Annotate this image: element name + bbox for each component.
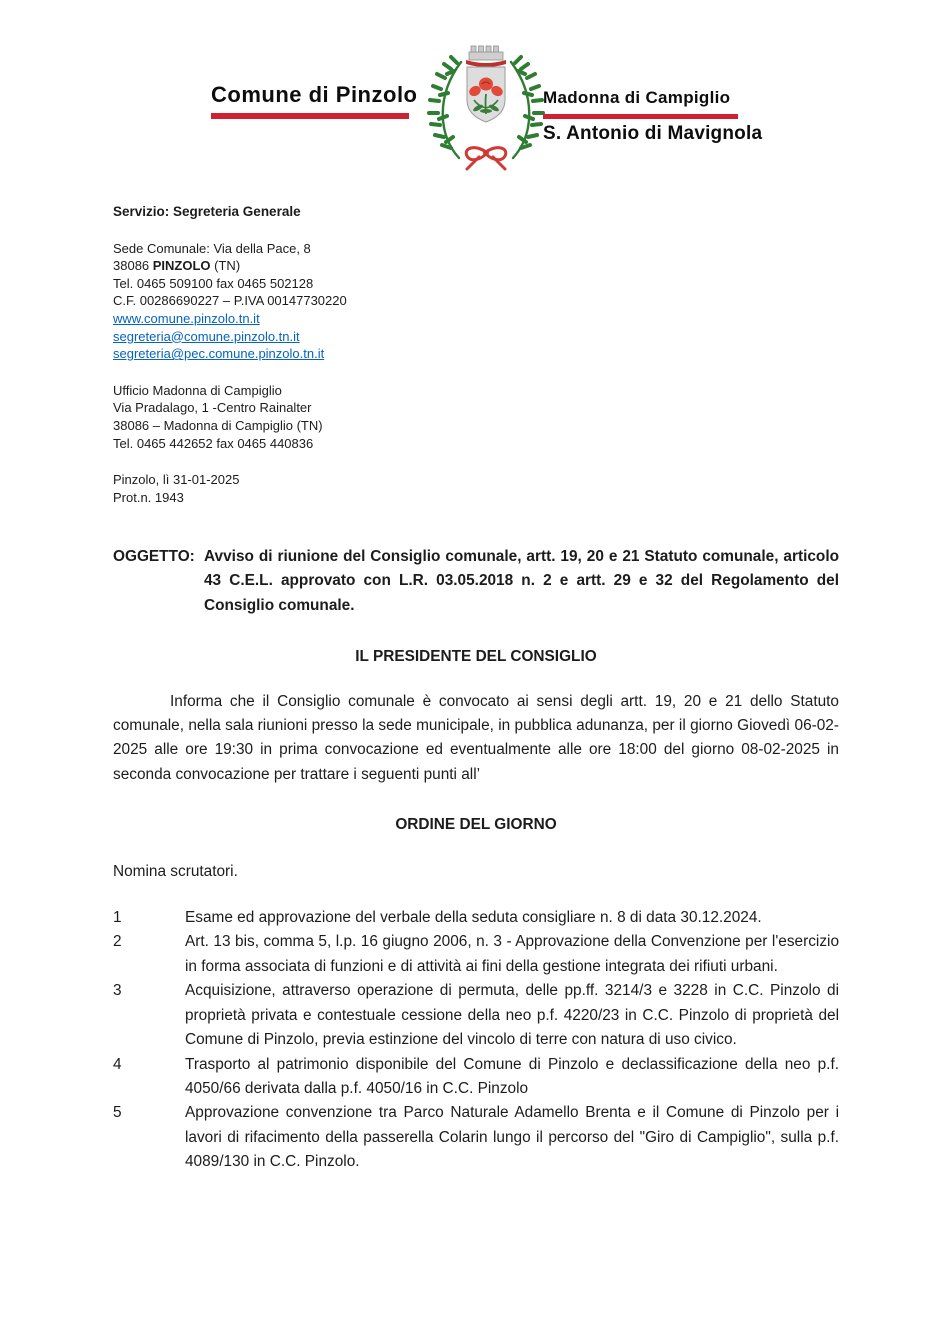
agenda-item bbox=[113, 1101, 839, 1174]
seat-phone-line: Tel. 0465 509100 fax 0465 502128 bbox=[113, 275, 314, 291]
seat-city-line: 38086 PINZOLO (TN) bbox=[113, 258, 241, 274]
agenda-item-text: Trasporto al patrimonio disponibile del Comune di Pinzolo e declassificazione della neo p.f. 4050/66 derivata dalla p.f. 4050/16 in C.C. Pinzolo bbox=[185, 1055, 839, 1097]
president-heading: IL PRESIDENTE DEL CONSIGLIO bbox=[355, 648, 597, 666]
agenda-item-text: Art. 13 bis, comma 5, l.p. 16 giugno 2006, n. 3 - Approvazione della Convenzione per l'esercizio in forma associata di funzioni e di attività ai fini della gestione integrata dei rifiuti urbani. bbox=[185, 933, 839, 975]
seat-address-line: Sede Comunale: Via della Pace, 8 bbox=[113, 240, 311, 256]
agenda-item-text: Esame ed approvazione del verbale della seduta consigliare n. 8 di data 30.12.2024. bbox=[185, 909, 762, 927]
office-line: 38086 – Madonna di Campiglio (TN) bbox=[113, 417, 323, 433]
seat-fiscal-line: C.F. 00286690227 – P.IVA 00147730220 bbox=[113, 293, 347, 309]
agenda-item-number: 5 bbox=[113, 1104, 122, 1122]
website-link[interactable]: www.comune.pinzolo.tn.it bbox=[113, 310, 260, 326]
red-divider-right bbox=[543, 114, 738, 119]
letterhead-info bbox=[113, 203, 443, 506]
agenda-item-number: 3 bbox=[113, 982, 122, 1000]
office-line: Ufficio Madonna di Campiglio bbox=[113, 382, 282, 398]
agenda-item bbox=[113, 906, 839, 930]
agenda-item-number: 2 bbox=[113, 933, 122, 951]
office-line: Tel. 0465 442652 fax 0465 440836 bbox=[113, 435, 314, 451]
agenda-item-text: Approvazione convenzione tra Parco Naturale Adamello Brenta e il Comune di Pinzolo per i lavori di rifacimento della passerella Colarin lungo il percorso del "Giro di Campiglio", sulla p.f. 4089/130 in C.C. Pinzolo. bbox=[185, 1104, 839, 1171]
subject-text: Avviso di riunione del Consiglio comunale, artt. 19, 20 e 21 Statuto comunale, articolo 43 C.E.L. approvato con L.R. 03.05.2018 n. 2 e artt. 29 e 32 del Regolamento del Consiglio comunale. bbox=[204, 548, 839, 614]
agenda-item bbox=[113, 930, 839, 979]
email-link[interactable]: segreteria@comune.pinzolo.tn.it bbox=[113, 328, 300, 344]
place-date: Pinzolo, lì 31-01-2025 bbox=[113, 472, 240, 488]
pec-email-link[interactable]: segreteria@pec.comune.pinzolo.tn.it bbox=[113, 346, 325, 362]
agenda-preamble: Nomina scrutatori. bbox=[113, 862, 238, 880]
municipality-title: Comune di Pinzolo bbox=[211, 82, 418, 107]
agenda-list bbox=[113, 906, 839, 1174]
city-name: PINZOLO bbox=[152, 258, 211, 274]
protocol-number: Prot.n. 1943 bbox=[113, 489, 184, 505]
red-divider-left bbox=[211, 113, 409, 119]
campiglio-office-block bbox=[113, 382, 443, 452]
dateline-block bbox=[113, 471, 443, 506]
agenda-item-number: 4 bbox=[113, 1055, 122, 1073]
agenda-heading: ORDINE DEL GIORNO bbox=[395, 816, 557, 834]
letter-body bbox=[113, 545, 839, 1175]
agenda-item-text: Acquisizione, attraverso operazione di permuta, delle pp.ff. 3214/3 e 3228 in C.C. Pinzolo di proprietà privata e contestuale cessione della neo p.f. 4220/23 in C.C. Pinzolo di proprietà del Comune di Pinzolo, previa estinzione del vincolo di terre con natura di uso civico. bbox=[185, 982, 839, 1049]
locality-subtitle: S. Antonio di Mavignola bbox=[543, 123, 763, 144]
subject-block bbox=[113, 545, 839, 618]
agenda-item bbox=[113, 979, 839, 1052]
agenda-item-number: 1 bbox=[113, 909, 122, 927]
municipal-seat-block bbox=[113, 240, 443, 363]
subject-label: OGGETTO: bbox=[113, 548, 195, 565]
crown bbox=[466, 46, 506, 67]
service-label: Servizio: Segreteria Generale bbox=[113, 204, 301, 219]
office-line: Via Pradalago, 1 -Centro Rainalter bbox=[113, 400, 312, 416]
pinzolo-coat-of-arms-icon bbox=[424, 42, 548, 174]
convocation-paragraph: Informa che il Consiglio comunale è convocato ai sensi degli artt. 19, 20 e 21 dello Statuto comunale, nella sala riunioni presso la sede municipale, in pubblica adunanza, per il giorno Giovedì 06-02-2025 alle ore 19:30 in prima convocazione ed eventualmente alle ore 18:00 del giorno 08-02-2025 in seconda convocazione per trattare i seguenti punti all’ bbox=[113, 692, 839, 783]
locality-title: Madonna di Campiglio bbox=[543, 88, 731, 107]
agenda-item bbox=[113, 1053, 839, 1102]
